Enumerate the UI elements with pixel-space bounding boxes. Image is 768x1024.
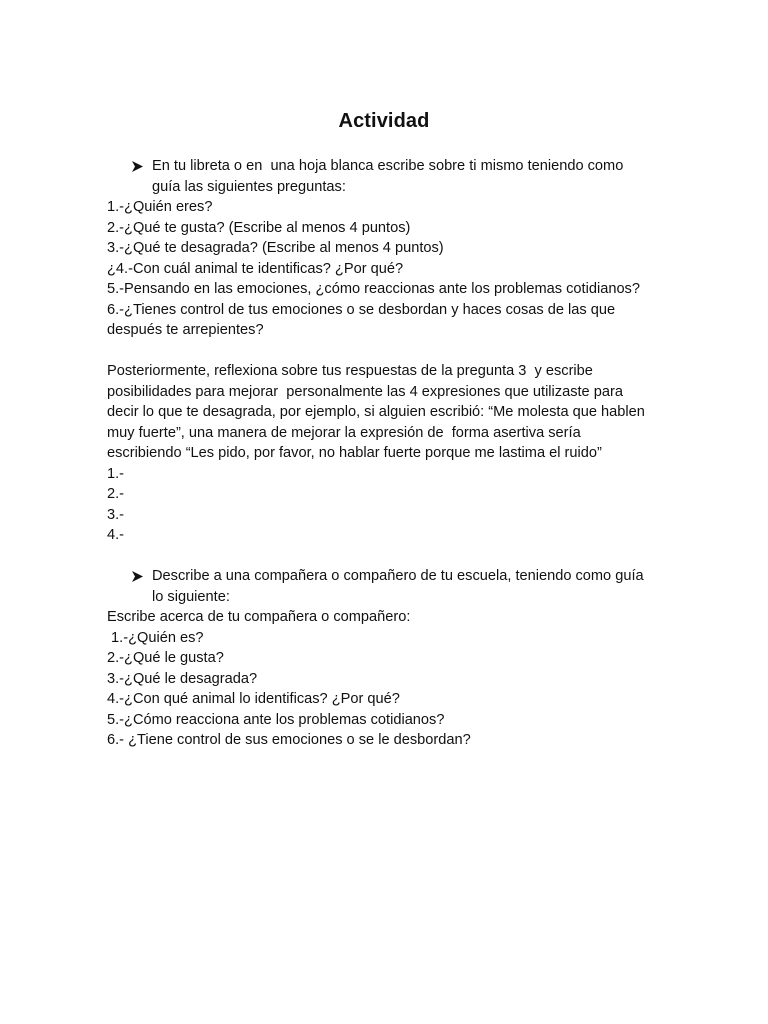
paragraph-line: Posteriormente, reflexiona sobre tus respuestas de la pregunta 3 y escribe [107, 363, 593, 379]
question-line: 5.-¿Cómo reacciona ante los problemas cotidianos? [107, 711, 445, 728]
bullet-text-line: guía las siguientes preguntas: [152, 178, 346, 195]
paragraph-spacer [107, 546, 667, 567]
paragraph-line: decir lo que te desagrada, por ejemplo, si alguien escribió: “Me molesta que hablen [107, 404, 645, 420]
paragraph-line: posibilidades para mejorar personalmente las 4 expresiones que utilizaste para [107, 383, 623, 400]
question-line: 2.-¿Qué le gusta? [107, 650, 224, 666]
page-title: Actividad [338, 110, 430, 132]
paragraph-line: escribiendo “Les pido, por favor, no hablar fuerte porque me lastima el ruido” [107, 445, 602, 461]
question-line: 3.-¿Qué le desagrada? [107, 670, 258, 687]
question-line: 1.-¿Quién es? [107, 629, 204, 646]
question-line: 4.-¿Con qué animal lo identificas? ¿Por qué? [107, 691, 400, 707]
bullet-item-describe-classmate [107, 566, 667, 607]
bullet-text-line: En tu libreta o en una hoja blanca escribe sobre ti mismo teniendo como [152, 158, 624, 174]
paragraph-spacer [107, 341, 667, 362]
bullet-item-instructions [107, 156, 667, 197]
numbered-blank-item: 4.- [107, 527, 125, 543]
numbered-blank-item: 3.- [107, 506, 125, 523]
arrowhead-bullet-icon [132, 566, 144, 587]
bullet-text-line: lo siguiente: [152, 588, 230, 605]
bullet-text-line: Describe a una compañera o compañero de tu escuela, teniendo como guía [152, 568, 644, 584]
intro-line: Escribe acerca de tu compañera o compañero: [107, 609, 411, 625]
document-body [107, 156, 667, 751]
question-line: 2.-¿Qué te gusta? (Escribe al menos 4 puntos) [107, 219, 411, 236]
question-line: 6.-¿Tienes control de tus emociones o se desbordan y haces cosas de las que [107, 301, 616, 318]
arrowhead-bullet-icon [132, 156, 144, 177]
question-line: después te arrepientes? [107, 322, 264, 338]
question-line: 6.- ¿Tiene control de sus emociones o se le desbordan? [107, 732, 471, 748]
numbered-blank-item: 1.- [107, 465, 125, 482]
question-line: ¿4.-Con cuál animal te identificas? ¿Por qué? [107, 260, 404, 277]
paragraph-line: muy fuerte”, una manera de mejorar la expresión de forma asertiva sería [107, 424, 581, 441]
question-line: 1.-¿Quién eres? [107, 199, 213, 215]
numbered-blank-item: 2.- [107, 486, 125, 502]
question-line: 3.-¿Qué te desagrada? (Escribe al menos 4 puntos) [107, 240, 444, 256]
question-line: 5.-Pensando en las emociones, ¿cómo reaccionas ante los problemas cotidianos? [107, 281, 640, 297]
